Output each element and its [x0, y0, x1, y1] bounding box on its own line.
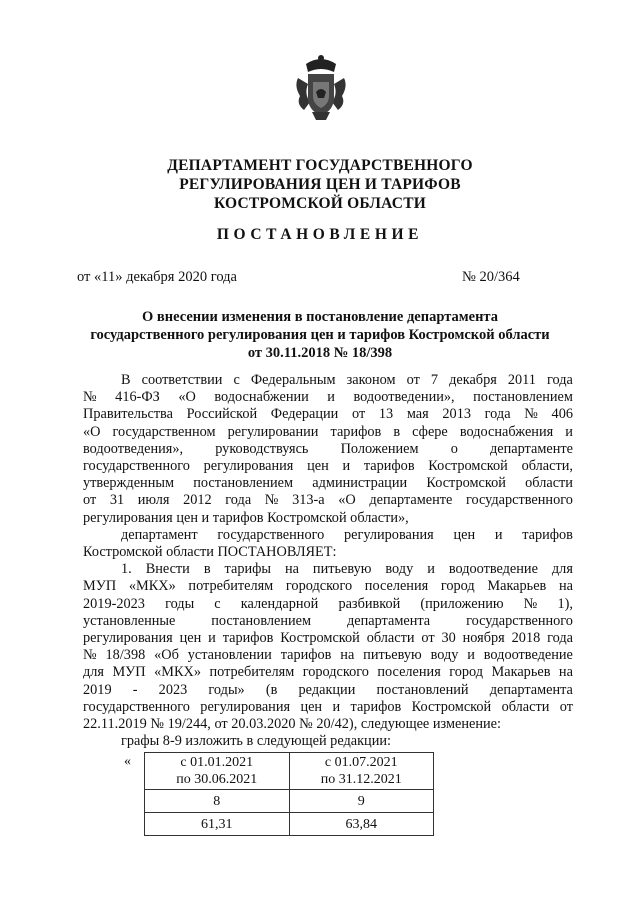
subject-line-3: от 30.11.2018 № 18/398 — [247, 345, 393, 361]
document-number: № 20/364 — [462, 269, 520, 285]
org-line-2: РЕГУЛИРОВАНИЯ ЦЕН И ТАРИФОВ — [179, 176, 461, 193]
body-line — [83, 510, 573, 527]
body-line-text: графы 8-9 изложить в следующей редакции: — [121, 733, 391, 750]
header-period-start: с 01.07.2021 — [324, 755, 398, 770]
column-number-cell: 9 — [289, 790, 434, 813]
org-line-3: КОСТРОМСКОЙ ОБЛАСТИ — [213, 195, 426, 212]
body-line: «О государственном регулировании тарифов в сфере водоснабжения и — [83, 423, 573, 440]
issuing-organization — [0, 156, 640, 213]
document-type-heading: ПОСТАНОВЛЕНИЕ — [216, 226, 424, 243]
body-line — [83, 733, 573, 750]
header-period-start: с 01.01.2021 — [180, 755, 254, 770]
body-line-text: регулирования цен и тарифов Костромской области», — [83, 509, 409, 526]
body-line: 1. Внести в тарифы на питьевую воду и водоотведение для — [121, 561, 573, 578]
table-header-cell — [145, 753, 290, 790]
body-line-text: 22.11.2019 № 19/244, от 20.03.2020 № 20/42), следующее изменение: — [83, 716, 501, 733]
body-line: 2019-2023 годы с календарной разбивкой (приложению № 1), — [83, 595, 573, 612]
table-row — [145, 813, 434, 836]
table-header-cell — [289, 753, 434, 790]
subject-line-1: О внесении изменения в постановление департамента — [142, 309, 498, 325]
header-period-end: по 30.06.2021 — [176, 772, 258, 787]
body-line: Правительства Российской Федерации от 13 мая 2013 года № 406 — [83, 406, 573, 423]
body-line: от 31 июля 2012 года № 313-а «О департаменте государственного — [83, 492, 573, 509]
body-line: № 18/398 «Об установлении тарифов на питьевую воду и водоотведение — [83, 647, 573, 664]
body-line: № 416-ФЗ «О водоснабжении и водоотведении», постановлением — [83, 389, 573, 406]
org-line-1: ДЕПАРТАМЕНТ ГОСУДАРСТВЕННОГО — [167, 157, 473, 174]
body-line — [83, 544, 573, 561]
table-open-quote: « — [124, 754, 131, 769]
body-line: установленные постановлением департамента государственного — [83, 612, 573, 629]
body-line — [83, 716, 573, 733]
tariff-table — [144, 752, 434, 836]
body-line: МУП «МКХ» потребителям городского поселения город Макарьев на — [83, 578, 573, 595]
document-subject — [0, 308, 640, 362]
subject-line-2: государственного регулирования цен и тарифов Костромской области — [90, 327, 550, 343]
table-row — [145, 790, 434, 813]
body-line: В соответствии с Федеральным законом от 7 декабря 2011 года — [121, 372, 573, 388]
coat-of-arms-emblem — [292, 52, 350, 122]
body-line: государственного регулирования цен и тарифов Костромской области, — [83, 458, 573, 475]
column-number-cell: 8 — [145, 790, 290, 813]
body-line: утвержденным постановлением администрации Костромской области — [83, 475, 573, 492]
tariff-value-cell: 63,84 — [289, 813, 434, 836]
header-period-end: по 31.12.2021 — [320, 772, 402, 787]
document-date: от «11» декабря 2020 года — [77, 269, 237, 285]
body-text — [83, 372, 573, 750]
tariff-value-cell: 61,31 — [145, 813, 290, 836]
body-line-text: Костромской области ПОСТАНОВЛЯЕТ: — [83, 544, 337, 561]
body-line: для МУП «МКХ» потребителям городского поселения город Макарьев на — [83, 664, 573, 681]
body-line: департамент государственного регулирования цен и тарифов — [121, 526, 573, 543]
body-line: 2019 - 2023 годы» (в редакции постановлений департамента — [83, 681, 573, 698]
body-line: водоотведения», руководствуясь Положением о департаменте — [83, 440, 573, 457]
body-line: государственного регулирования цен и тарифов Костромской области от — [83, 698, 573, 715]
table-header-row — [145, 753, 434, 790]
body-line: регулирования цен и тарифов Костромской области от 30 ноября 2018 года — [83, 630, 573, 647]
